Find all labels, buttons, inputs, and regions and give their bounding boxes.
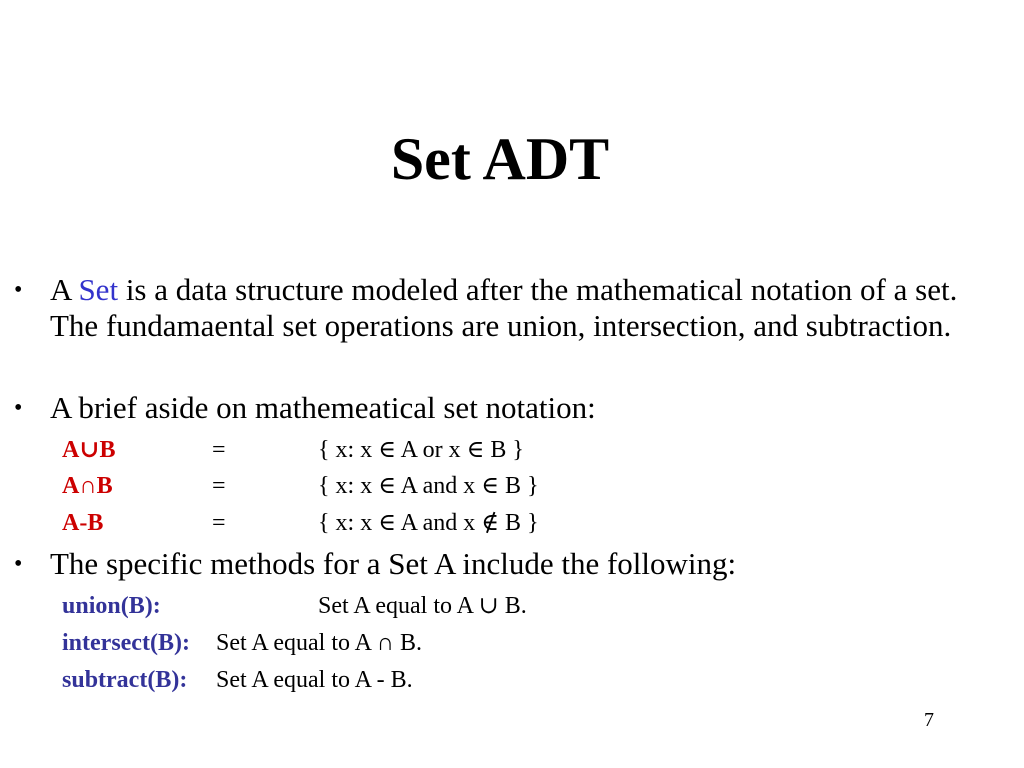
bullet-text: The specific methods for a Set A include the following: [50,546,737,581]
bullet-set-definition [14,272,1004,380]
bullet-dot: • [14,551,23,577]
set-keyword: Set [78,272,119,307]
bullet-dot: • [14,395,23,421]
notation-equals: = [212,437,226,463]
notation-definition: { x: x ∈ A and x ∈ B } [318,473,539,499]
bullet-text [50,272,1004,344]
notation-definition: { x: x ∈ A and x ∉ B } [318,510,539,536]
notation-definition: { x: x ∈ A or x ∈ B } [318,437,524,463]
method-name: intersect(B): [62,630,190,656]
page-number: 7 [924,709,934,731]
notation-equals: = [212,473,226,499]
notation-label: A∩B [62,473,113,499]
slide-title: Set ADT [390,126,610,192]
bullet-text: A brief aside on mathemeatical set notation: [50,390,596,425]
bullet-prefix: A [50,272,79,307]
bullet-methods [14,546,1004,586]
method-name: union(B): [62,593,161,619]
bullet-dot: • [14,277,23,303]
notation-equals: = [212,510,226,536]
method-name: subtract(B): [62,667,188,693]
bullet-notation-aside [14,390,1004,430]
notation-label: A-B [62,510,104,536]
notation-label: A∪B [62,437,116,463]
method-description: Set A equal to A ∪ B. [318,593,527,619]
bullet-body: is a data structure modeled after the mathematical notation of a set. The fundamaental set operations are union, intersection, and subtraction. [50,272,958,343]
method-description: Set A equal to A ∩ B. [216,630,423,656]
method-description: Set A equal to A - B. [216,667,413,693]
